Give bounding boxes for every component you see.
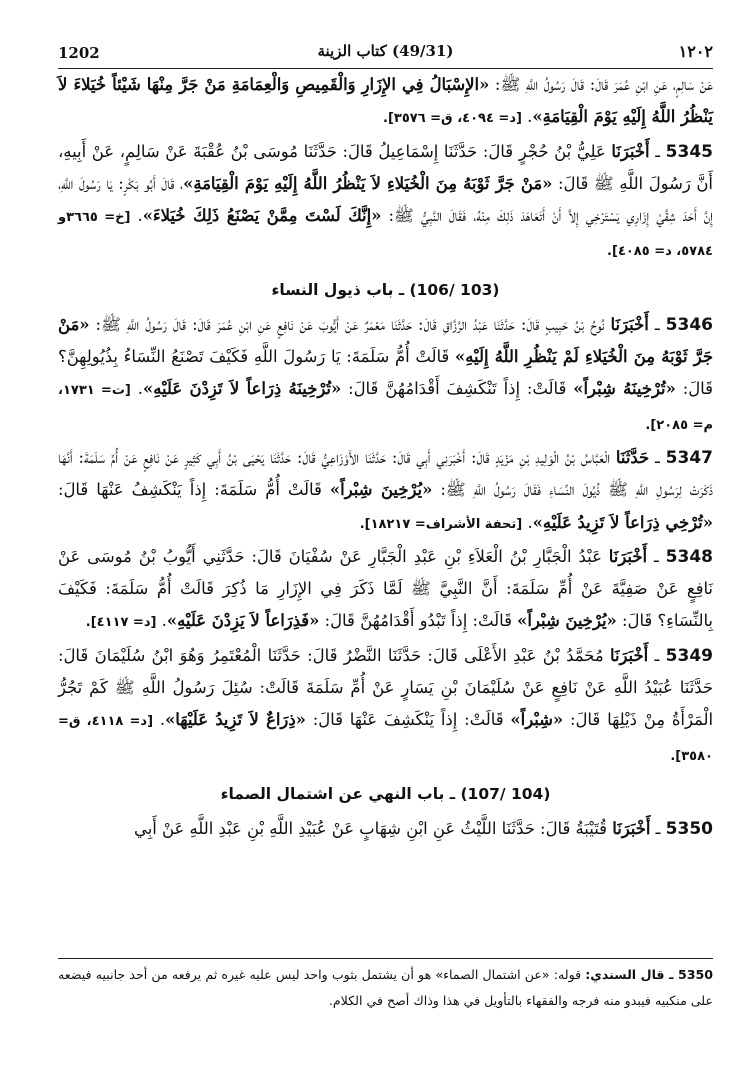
hadith-text: قَالَتْ: إِذاً يَنْكَشِفَ عَنْهَا قَالَ: bbox=[305, 710, 511, 730]
hadith-number: 5345 bbox=[665, 141, 713, 162]
prophet-quote: «شِبْراً» bbox=[510, 710, 564, 730]
reference: [خ= ٣٦٦٥و ٥٧٨٤، د= ٤٠٨٥]. bbox=[58, 210, 713, 260]
reference: [د= ٤١١٧]. bbox=[85, 615, 157, 631]
chain-opening: أَخْبَرَنَا bbox=[612, 818, 651, 838]
chain-opening: حَدَّثَنَا bbox=[615, 447, 650, 467]
prophet-quote: «مَنْ جَرَّ ثَوْبَهُ مِنَ الْخُيَلاءِ لَمْ يَنْظُرِ اللَّهُ إِلَيْهِ» bbox=[58, 314, 713, 367]
reference: [د= ٤٠٩٤، ق= ٣٥٧٦]. bbox=[383, 111, 522, 127]
dash: ـ bbox=[649, 141, 666, 161]
dash: ـ bbox=[649, 447, 666, 467]
paragraph-text: عَنْ سَالِمٍ، عَنِ ابْنِ عُمَرَ قَالَ: قَالَ رَسُولُ اللَّهِ ﷺ: bbox=[489, 75, 714, 94]
footnote-text: قوله: «عن اشتمال الصماء» هو أن يشتمل بثوب واحد ليس عليه غيره ثم يرفعه من أحد جانبيه فيضعه على منكبيه فيبدو منه فرجه والفقهاء بالتأويل في هذا وذاك أصح في الكلام. bbox=[58, 967, 713, 1008]
chain-opening: أَخْبَرَنَا bbox=[609, 645, 649, 665]
footnote-separator bbox=[58, 958, 713, 959]
hadith-text: عَبْدُ الْجَبَّارِ بْنُ الْعَلاَءِ بْنِ عَبْدِ الْجَبَّارِ عَنْ سُفْيَانَ قَالَ: حَدَّثَنِي أَيُّوبُ بْنُ مُوسَى عَنْ نَافِعٍ عَنْ صَفِيَّةَ عَنْ أُمِّ سَلَمَةَ: أَنَّ النَّبِيَّ ﷺ لَمَّا ذَكَرَ فِي الإِزَارِ مَا ذُكِرَ قَالَتْ أُمُّ سَلَمَةَ: فَكَيْفَ بِالنِّسَاءِ؟ قَالَ: bbox=[58, 546, 713, 631]
hadith-text: قَالَتْ: إِذاً تَبْدُو أَقْدَامُهُنَّ قَالَ: bbox=[319, 611, 518, 631]
hadith-5349: 5349 ـ أَخْبَرَنَا مُحَمَّدُ بْنُ عَبْدِ الأَعْلَى قَالَ: حَدَّثَنَا النَّضْرُ قَالَ: حَدَّثَنَا الْمُعْتَمِرُ وَهُوَ ابْنُ سُلَيْمَانَ قَالَ: حَدَّثَنَا عُبَيْدُ اللَّهِ عَنْ نَافِعٍ عَنْ سُلَيْمَانَ بْنِ يَسَارٍ عَنْ أُمِّ سَلَمَةَ قَالَتْ: سُئِلَ رَسُولُ اللَّهِ ﷺ كَمْ تَجُرُّ الْمَرْأَةُ مِنْ ذَيْلِهَا قَالَ: «شِبْراً» قَالَتْ: إِذاً يَنْكَشِفَ عَنْهَا قَالَ: «ذِرَاعٌ لاَ تَزِيدُ عَلَيْهَا». [د= ٤١١٨، ق= ٣٥٨٠]. bbox=[58, 645, 714, 764]
hadith-5346: 5346 ـ أَخْبَرَنَا نُوحُ بْنُ حَبِيبٍ قَالَ: حَدَّثَنَا عَبْدُ الرَّزَّاقِ قَالَ: حَدَّثَنَا مَعْمَرٌ عَنْ أَيُّوبَ عَنْ نَافِعٍ عَنِ ابْنِ عُمَرَ قَالَ: قَالَ رَسُولُ اللَّهِ ﷺ: «مَنْ جَرَّ ثَوْبَهُ مِنَ الْخُيَلاءِ لَمْ يَنْظُرِ اللَّهُ إِلَيْهِ» قَالَتْ أُمُّ سَلَمَةَ: يَا رَسُولَ اللَّهِ فَكَيْفَ تَصْنَعُ النِّسَاءُ بِذُيُولِهِنَّ؟ قَالَ: «تُرْخِينَهُ شِبْراً» قَالَتْ: إِذاً تَنْكَشِفَ أَقْدَامُهُنَّ قَالَ: «تُرْخِينَهُ ذِرَاعاً لاَ تَزِدْنَ عَلَيْهِ». [ت= ١٧٣١، م= ٢٠٨٥]. bbox=[58, 314, 714, 433]
hadith-text: قَالَتْ أُمُّ سَلَمَةَ: إِذاً يَنْكَشِفُ عَنْهَا قَالَ: bbox=[58, 480, 330, 500]
page-header bbox=[58, 34, 713, 69]
hadith-text: مُحَمَّدُ بْنُ عَبْدِ الأَعْلَى قَالَ: حَدَّثَنَا النَّضْرُ قَالَ: حَدَّثَنَا الْمُعْتَمِرُ وَهُوَ ابْنُ سُلَيْمَانَ قَالَ: حَدَّثَنَا عُبَيْدُ اللَّهِ عَنْ نَافِعٍ عَنْ سُلَيْمَانَ بْنِ يَسَارٍ عَنْ أُمِّ سَلَمَةَ قَالَتْ: سُئِلَ رَسُولُ اللَّهِ ﷺ كَمْ تَجُرُّ الْمَرْأَةُ مِنْ ذَيْلِهَا قَالَ: bbox=[58, 645, 714, 730]
chapter-heading: (104 /107) ـ باب النهي عن اشتمال الصماء bbox=[220, 784, 551, 803]
reference: [د= ٤١١٨، ق= ٣٥٨٠]. bbox=[58, 714, 713, 764]
hadith-text: عَلِيُّ بْنُ حُجْرٍ قَالَ: حَدَّثَنَا إِسْمَاعِيلُ قَالَ: حَدَّثَنَا مُوسَى بْنُ عُقْبَةَ عَنْ سَالِمٍ، عَنْ أَبِيهِ، أَنَّ رَسُولَ اللَّهِ ﷺ قَالَ: bbox=[58, 141, 713, 193]
paragraph-continuation: عَنْ سَالِمٍ، عَنِ ابْنِ عُمَرَ قَالَ: قَالَ رَسُولُ اللَّهِ ﷺ: «الإِسْبَالُ فِي الإِزَارِ وَالْقَمِيصِ وَالْعِمَامَةِ مَنْ جَرَّ مِنْهَا شَيْئاً خُيَلاءَ لاَ يَنْظُرُ اللَّهُ إِلَيْهِ يَوْمَ الْقِيَامَةِ». [د= ٤٠٩٤، ق= ٣٥٧٦]. bbox=[58, 75, 714, 127]
prophet-quote: «ذِرَاعٌ لاَ تَزِيدُ عَلَيْهَا» bbox=[165, 710, 306, 730]
dash: ـ bbox=[648, 645, 666, 665]
running-title: (49/31) كتاب الزينة bbox=[317, 42, 454, 60]
prophet-quote: «فَذِرَاعاً لاَ يَزِدْنَ عَلَيْهِ» bbox=[166, 611, 320, 631]
reference: [تحفة الأشراف= ١٨٢١٧]. bbox=[359, 516, 523, 532]
prophet-quote: «تُرْخِينَهُ ذِرَاعاً لاَ تَزِدْنَ عَلَيْهِ» bbox=[142, 379, 342, 399]
main-text bbox=[58, 69, 713, 845]
hadith-5348: 5348 ـ أَخْبَرَنَا عَبْدُ الْجَبَّارِ بْنُ الْعَلاَءِ بْنِ عَبْدِ الْجَبَّارِ عَنْ سُفْيَانَ قَالَ: حَدَّثَنِي أَيُّوبُ بْنُ مُوسَى عَنْ نَافِعٍ عَنْ صَفِيَّةَ عَنْ أُمِّ سَلَمَةَ: أَنَّ النَّبِيَّ ﷺ لَمَّا ذَكَرَ فِي الإِزَارِ مَا ذُكِرَ قَالَتْ أُمُّ سَلَمَةَ: فَكَيْفَ بِالنِّسَاءِ؟ قَالَ: «يُرْخِينَ شِبْراً» قَالَتْ: إِذاً تَبْدُو أَقْدَامُهُنَّ قَالَ: «فَذِرَاعاً لاَ يَزِدْنَ عَلَيْهِ». [د= ٤١١٧]. bbox=[58, 546, 713, 631]
chain-opening: أَخْبَرَنَا bbox=[610, 314, 649, 334]
hadith-5345: 5345 ـ أَخْبَرَنَا عَلِيُّ بْنُ حُجْرٍ قَالَ: حَدَّثَنَا إِسْمَاعِيلُ قَالَ: حَدَّثَنَا مُوسَى بْنُ عُقْبَةَ عَنْ سَالِمٍ، عَنْ أَبِيهِ، أَنَّ رَسُولَ اللَّهِ ﷺ قَالَ: «مَنْ جَرَّ ثَوْبَهُ مِنَ الْخُيَلاءِ لاَ يَنْظُرُ اللَّهُ إِلَيْهِ يَوْمَ الْقِيَامَةِ»، قَالَ أَبُو بَكْرٍ: يَا رَسُولَ اللَّهِ، إِنَّ أَحَدَ شِقَّيْ إِزَارِي يَسْتَرْخِي إِلاَّ أَنْ أَتَعَاهَدَ ذَلِكَ مِنْهُ، فَقَالَ النَّبِيُّ ﷺ: «إِنَّكَ لَسْتَ مِمَّنْ يَصْنَعُ ذَلِكَ خُيَلاءَ». [خ= ٣٦٦٥و ٥٧٨٤، د= ٤٠٨٥]. bbox=[58, 141, 714, 260]
hadith-number: 5348 bbox=[665, 546, 713, 567]
prophet-quote: «يُرْخِينَ شِبْراً» bbox=[517, 611, 617, 631]
prophet-quote: «إِنَّكَ لَسْتَ مِمَّنْ يَصْنَعُ ذَلِكَ خُيَلاءَ» bbox=[142, 206, 382, 226]
prophet-quote: «تُرْخِي ذِرَاعاً لاَ تَزِيدُ عَلَيْهِ» bbox=[532, 512, 713, 532]
chain-opening: أَخْبَرَنَا bbox=[611, 141, 650, 161]
reference: [ت= ١٧٣١، م= ٢٠٨٥]. bbox=[58, 383, 713, 433]
prophet-quote: «الإِسْبَالُ فِي الإِزَارِ وَالْقَمِيصِ وَالْعِمَامَةِ مَنْ جَرَّ مِنْهَا شَيْئاً خُيَلاءَ لاَ يَنْظُرُ اللَّهُ إِلَيْهِ يَوْمَ الْقِيَامَةِ» bbox=[58, 75, 713, 127]
footnote bbox=[58, 962, 713, 1014]
chain-opening: أَخْبَرَنَا bbox=[608, 546, 648, 566]
hadith-5347: 5347 ـ حَدَّثَنَا الْعَبَّاسُ بْنُ الْوَلِيدِ بْنِ مَزْيَدٍ قَالَ: أَخْبَرَنِي أَبِي قَالَ: حَدَّثَنَا الأَوْزَاعِيُّ قَالَ: حَدَّثَنَا يَحْيَى بْنُ أَبِي كَثِيرٍ عَنْ نَافِعٍ عَنْ أُمِّ سَلَمَةَ: أَنَّهَا ذَكَرَتْ لِرَسُولِ اللَّهِ ﷺ ذُيُولَ النِّسَاءِ فَقَالَ رَسُولُ اللَّهِ ﷺ: «يُرْخِينَ شِبْراً» قَالَتْ أُمُّ سَلَمَةَ: إِذاً يَنْكَشِفُ عَنْهَا قَالَ: «تُرْخِي ذِرَاعاً لاَ تَزِيدُ عَلَيْهِ». [تحفة الأشراف= ١٨٢١٧]. bbox=[58, 447, 713, 532]
prophet-quote: «يُرْخِينَ شِبْراً» bbox=[329, 480, 433, 500]
page-number-latin: 1202 bbox=[58, 44, 100, 62]
page bbox=[58, 34, 713, 845]
hadith-number: 5347 bbox=[665, 447, 713, 468]
hadith-number: 5346 bbox=[665, 314, 713, 335]
hadith-number: 5350 bbox=[665, 818, 713, 839]
hadith-text: الْعَبَّاسُ بْنُ الْوَلِيدِ بْنِ مَزْيَدٍ قَالَ: أَخْبَرَنِي أَبِي قَالَ: حَدَّثَنَا الأَوْزَاعِيُّ قَالَ: حَدَّثَنَا يَحْيَى بْنُ أَبِي كَثِيرٍ عَنْ نَافِعٍ عَنْ أُمِّ سَلَمَةَ: أَنَّهَا ذَكَرَتْ لِرَسُولِ اللَّهِ ﷺ ذُيُولَ النِّسَاءِ فَقَالَ رَسُولُ اللَّهِ ﷺ: bbox=[58, 447, 713, 500]
hadith-text: قَالَتْ: إِذاً تَنْكَشِفَ أَقْدَامُهُنَّ قَالَ: bbox=[341, 379, 574, 399]
hadith-text: ، قَالَ أَبُو بَكْرٍ: يَا رَسُولَ اللَّهِ، إِنَّ أَحَدَ شِقَّيْ إِزَارِي يَسْتَرْخِي إِلاَّ أَنْ أَتَعَاهَدَ ذَلِكَ مِنْهُ، فَقَالَ النَّبِيُّ ﷺ: bbox=[58, 173, 714, 226]
page-number-arabic: ١٢٠٢ bbox=[678, 42, 713, 61]
footnote-label: 5350 ـ قال السندي: bbox=[585, 967, 713, 982]
hadith-number: 5349 bbox=[665, 645, 713, 666]
dash: ـ bbox=[648, 314, 666, 334]
dash: ـ bbox=[647, 546, 666, 566]
hadith-text: قَالَتْ أُمُّ سَلَمَةَ: يَا رَسُولَ اللَّهِ فَكَيْفَ تَصْنَعُ النِّسَاءُ بِذُيُولِهِنَّ؟ قَالَ: bbox=[58, 347, 714, 399]
prophet-quote: «مَنْ جَرَّ ثَوْبَهُ مِنَ الْخُيَلاءِ لاَ يَنْظُرُ اللَّهُ إِلَيْهِ يَوْمَ الْقِيَامَةِ» bbox=[183, 173, 553, 193]
hadith-5350 bbox=[58, 813, 713, 845]
chapter-heading: (103 /106) ـ باب ذيول النساء bbox=[271, 280, 500, 299]
hadith-text: نُوحُ بْنُ حَبِيبٍ قَالَ: حَدَّثَنَا عَبْدُ الرَّزَّاقِ قَالَ: حَدَّثَنَا مَعْمَرٌ عَنْ أَيُّوبَ عَنْ نَافِعٍ عَنِ ابْنِ عُمَرَ قَالَ: قَالَ رَسُولُ اللَّهِ ﷺ: bbox=[89, 314, 611, 334]
hadith-text: قُتَيْبَةُ قَالَ: حَدَّثَنَا اللَّيْثُ عَنِ ابْنِ شِهَابٍ عَنْ عُبَيْدِ اللَّهِ بْنِ عَبْدِ اللَّهِ عَنْ أَبِي bbox=[134, 818, 613, 838]
prophet-quote: «تُرْخِينَهُ شِبْراً» bbox=[573, 379, 676, 399]
dash: ـ bbox=[650, 818, 666, 838]
